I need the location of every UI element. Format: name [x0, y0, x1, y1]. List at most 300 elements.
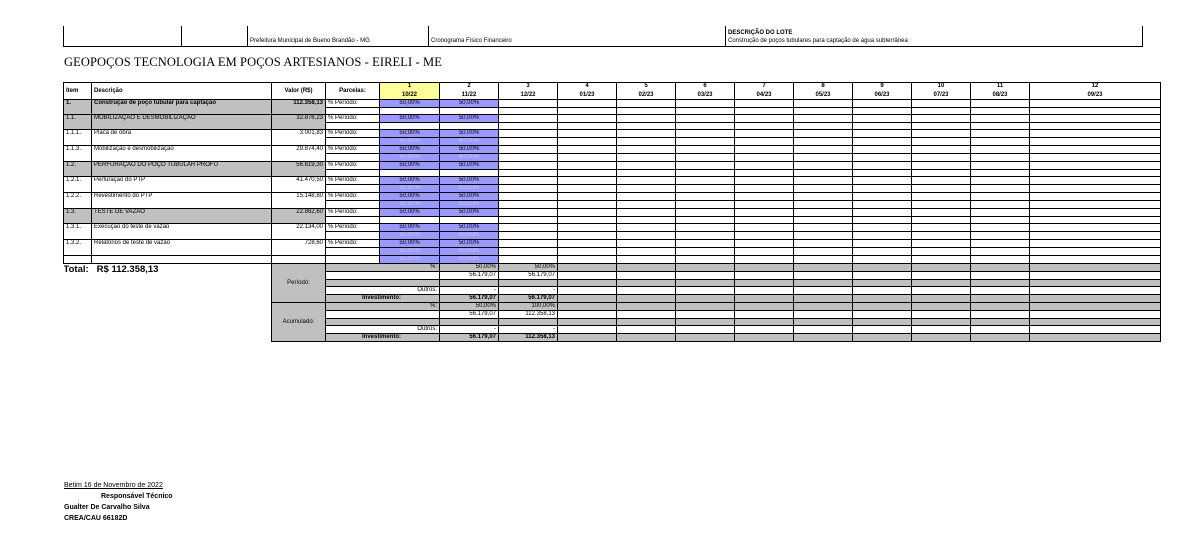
empty-cell — [617, 123, 676, 130]
empty-cell — [912, 162, 971, 170]
empty-cell — [735, 138, 794, 146]
row-pct-acc-1 — [380, 108, 440, 115]
empty-cell — [853, 146, 912, 154]
row-description: Mobilização e desmobilização — [92, 146, 272, 154]
empty-cell — [912, 115, 971, 123]
total-outros-1: - — [440, 287, 499, 295]
total-value-2: 56.179,07 — [499, 272, 558, 280]
period-number: 3 — [526, 83, 530, 89]
empty-cell — [499, 240, 558, 248]
empty-cell — [971, 123, 1030, 130]
empty-cell — [853, 326, 912, 334]
empty-cell — [735, 295, 794, 303]
empty-cell — [912, 303, 971, 311]
empty-cell — [676, 138, 735, 146]
row-pct-acc-2 — [440, 108, 499, 115]
period-month: 09/23 — [1087, 92, 1103, 98]
empty-cell — [558, 280, 617, 287]
empty-cell — [558, 170, 617, 177]
empty-cell — [853, 240, 912, 248]
empty-cell — [794, 272, 853, 280]
row-item-cont — [64, 170, 92, 177]
total-invest-2: 112.358,13 — [499, 334, 558, 342]
empty-cell — [971, 130, 1030, 138]
total-value-2: 112.358,13 — [499, 311, 558, 319]
row-description-cont — [92, 201, 272, 209]
empty-cell — [617, 248, 676, 256]
total-pct-1: 50,00% — [440, 264, 499, 272]
row-description: Perfuração do PTP — [92, 177, 272, 185]
total-blank-label — [326, 319, 440, 326]
empty-cell — [735, 177, 794, 185]
empty-cell — [326, 138, 380, 146]
row-description: MOBILIZAÇÃO E DESMOBILIZAÇÃO — [92, 115, 272, 123]
empty-cell — [499, 185, 558, 193]
empty-cell — [1030, 272, 1161, 280]
empty-cell — [1030, 123, 1161, 130]
empty-cell — [617, 326, 676, 334]
signature-date: Betim 16 de Novembro de 2022 — [64, 482, 163, 489]
empty-cell — [617, 311, 676, 319]
empty-cell — [912, 185, 971, 193]
empty-cell — [558, 248, 617, 256]
empty-cell — [1030, 217, 1161, 224]
empty-cell — [971, 232, 1030, 240]
row-item: 1.1.3. — [64, 146, 92, 154]
total-pct-label: %: — [326, 303, 440, 311]
row-pct-2: 50,00% — [440, 130, 499, 138]
empty-cell — [1030, 311, 1161, 319]
empty-cell — [735, 248, 794, 256]
empty-cell — [1030, 280, 1161, 287]
empty-cell — [794, 217, 853, 224]
table-row-secondary — [64, 170, 1161, 177]
empty-cell — [558, 256, 617, 264]
empty-cell — [326, 185, 380, 193]
row-item-cont — [64, 123, 92, 130]
empty-cell — [853, 334, 912, 342]
row-value-cont — [272, 201, 326, 209]
empty-cell — [971, 272, 1030, 280]
row-pct-2: 50,00% — [440, 162, 499, 170]
row-item-cont — [64, 232, 92, 240]
empty-cell — [971, 146, 1030, 154]
empty-cell — [853, 232, 912, 240]
empty-cell — [735, 123, 794, 130]
empty-cell — [1030, 146, 1161, 154]
empty-cell — [1030, 334, 1161, 342]
row-value: 112.358,13 — [272, 100, 326, 108]
empty-cell — [617, 185, 676, 193]
empty-cell — [794, 303, 853, 311]
col-period — [853, 83, 912, 100]
empty-cell — [1030, 326, 1161, 334]
header-divider — [181, 26, 183, 46]
empty-cell — [326, 217, 380, 224]
row-item-cont — [64, 185, 92, 193]
empty-cell — [971, 201, 1030, 209]
empty-cell — [853, 311, 912, 319]
signature-role: Responsável Técnico — [101, 493, 173, 500]
spacer — [92, 256, 272, 264]
row-value: 15.148,80 — [272, 193, 326, 201]
empty-cell — [558, 303, 617, 311]
row-pct-2: 50,00% — [440, 209, 499, 217]
total-outros-2: - — [499, 326, 558, 334]
empty-cell — [912, 224, 971, 232]
header-lote-desc: Construção de poços tubulares para captação de água subterrânea — [728, 38, 908, 44]
empty-cell — [794, 138, 853, 146]
empty-cell — [971, 138, 1030, 146]
header-lote-title: DESCRIÇÃO DO LOTE — [728, 30, 793, 36]
period-number: 11 — [996, 83, 1004, 89]
empty-cell — [676, 123, 735, 130]
row-pct-1: 50,00% — [380, 100, 440, 108]
total-outros-label: Outros: — [326, 287, 440, 295]
empty-cell — [912, 209, 971, 217]
table-row — [64, 224, 1161, 232]
table-row — [64, 193, 1161, 201]
empty-cell — [676, 248, 735, 256]
row-pct-1: 50,00% — [380, 240, 440, 248]
total-blank-label — [326, 280, 440, 287]
row-pct-2: 50,00% — [440, 193, 499, 201]
row-pct-2: 50,00% — [440, 177, 499, 185]
empty-cell — [617, 224, 676, 232]
total-invest-label: Investimento: — [326, 334, 440, 342]
spacer — [272, 256, 326, 264]
empty-cell — [735, 232, 794, 240]
row-value: 22.134,00 — [272, 224, 326, 232]
empty-cell — [558, 177, 617, 185]
period-number: 10 — [937, 83, 945, 89]
row-value-cont — [272, 138, 326, 146]
empty-cell — [912, 280, 971, 287]
row-period-label: % Período: — [326, 193, 380, 201]
empty-cell — [794, 256, 853, 264]
row-item: 1.2.2. — [64, 193, 92, 201]
empty-cell — [617, 115, 676, 123]
empty-cell — [1030, 264, 1161, 272]
total-invest-1: 56.179,07 — [440, 334, 499, 342]
row-pct-acc-1: 50,00% — [380, 138, 440, 146]
empty-cell — [971, 185, 1030, 193]
empty-cell — [617, 209, 676, 217]
empty-cell — [794, 287, 853, 295]
empty-cell — [912, 130, 971, 138]
row-item: 1.1. — [64, 115, 92, 123]
empty-cell — [971, 326, 1030, 334]
signature-block — [64, 480, 173, 524]
table-row-secondary — [64, 217, 1161, 224]
empty-cell — [735, 170, 794, 177]
row-value-cont — [272, 217, 326, 224]
empty-cell — [676, 115, 735, 123]
table-row — [64, 130, 1161, 138]
row-description-cont — [92, 123, 272, 130]
empty-cell — [912, 217, 971, 224]
row-description-cont — [92, 138, 272, 146]
col-period — [912, 83, 971, 100]
row-item-cont — [64, 108, 92, 115]
empty-cell — [499, 115, 558, 123]
empty-cell — [794, 100, 853, 108]
empty-cell — [1030, 193, 1161, 201]
total-periodo-label: Período: — [272, 264, 326, 303]
empty-cell — [971, 319, 1030, 326]
empty-cell — [499, 256, 558, 264]
period-month: 03/23 — [697, 92, 713, 98]
row-period-label: % Período: — [326, 224, 380, 232]
empty-cell — [735, 264, 794, 272]
row-pct-acc-1: 50,00% — [380, 248, 440, 256]
table-row-secondary — [64, 232, 1161, 240]
header-lote-cell — [725, 26, 1141, 46]
empty-cell — [912, 170, 971, 177]
total-outros-2: - — [499, 287, 558, 295]
period-month: 12/22 — [520, 92, 536, 98]
empty-cell — [912, 326, 971, 334]
period-month: 05/23 — [815, 92, 831, 98]
empty-cell — [735, 146, 794, 154]
empty-cell — [676, 185, 735, 193]
period-month: 08/23 — [992, 92, 1008, 98]
empty-cell — [794, 232, 853, 240]
empty-cell — [794, 130, 853, 138]
empty-cell — [499, 170, 558, 177]
total-outros-label: Outros: — [326, 326, 440, 334]
col-period — [617, 83, 676, 100]
empty-cell — [558, 108, 617, 115]
empty-cell — [617, 162, 676, 170]
empty-cell — [617, 130, 676, 138]
empty-cell — [794, 319, 853, 326]
table-row — [64, 100, 1161, 108]
empty-cell — [735, 193, 794, 201]
empty-cell — [1030, 201, 1161, 209]
row-description-cont — [92, 217, 272, 224]
empty-cell — [971, 240, 1030, 248]
empty-cell — [499, 209, 558, 217]
empty-cell — [1030, 154, 1161, 162]
empty-cell — [676, 334, 735, 342]
row-pct-1: 50,00% — [380, 162, 440, 170]
empty-cell — [794, 185, 853, 193]
period-number: 1 — [407, 83, 412, 89]
col-item: Item — [64, 83, 92, 100]
col-parcelas: Parcelas: — [326, 83, 380, 100]
empty-cell — [617, 319, 676, 326]
empty-cell — [853, 185, 912, 193]
row-value-cont — [272, 232, 326, 240]
col-valor: Valor (R$) — [272, 83, 326, 100]
row-description: Execução do teste de vazão — [92, 224, 272, 232]
row-pct-acc-1: 50,00% — [380, 185, 440, 193]
empty-cell — [735, 319, 794, 326]
empty-cell — [499, 130, 558, 138]
empty-cell — [735, 100, 794, 108]
empty-cell — [499, 224, 558, 232]
empty-cell — [794, 295, 853, 303]
empty-cell — [676, 201, 735, 209]
empty-cell — [912, 177, 971, 185]
empty-cell — [853, 162, 912, 170]
table-header-row — [64, 83, 1161, 100]
empty-cell — [912, 319, 971, 326]
row-item: 1. — [64, 100, 92, 108]
total-row — [64, 264, 1161, 272]
row-value: 728,60 — [272, 240, 326, 248]
empty-cell — [853, 319, 912, 326]
table-row — [64, 177, 1161, 185]
empty-cell — [676, 287, 735, 295]
empty-cell — [735, 115, 794, 123]
period-month: 01/23 — [579, 92, 595, 98]
empty-cell — [853, 138, 912, 146]
empty-cell — [912, 295, 971, 303]
row-pct-1: 50,00% — [380, 146, 440, 154]
empty-cell — [499, 217, 558, 224]
empty-cell — [971, 287, 1030, 295]
empty-cell — [676, 170, 735, 177]
row-pct-acc-1: 50,00% — [380, 232, 440, 240]
empty-cell — [853, 280, 912, 287]
col-period — [499, 83, 558, 100]
empty-cell — [794, 123, 853, 130]
empty-cell — [1030, 100, 1161, 108]
empty-cell — [617, 201, 676, 209]
empty-cell — [617, 287, 676, 295]
row-value: 3.001,83 — [272, 130, 326, 138]
empty-cell — [735, 130, 794, 138]
empty-cell — [1030, 115, 1161, 123]
empty-cell — [676, 232, 735, 240]
row-description-cont — [92, 108, 272, 115]
empty-cell — [326, 248, 380, 256]
empty-cell — [794, 224, 853, 232]
empty-cell — [735, 311, 794, 319]
row-pct-acc-1 — [380, 123, 440, 130]
empty-cell — [794, 334, 853, 342]
empty-cell — [558, 130, 617, 138]
empty-cell — [499, 123, 558, 130]
row-value-cont — [272, 154, 326, 162]
period-month: 11/22 — [461, 92, 477, 98]
empty-cell — [676, 224, 735, 232]
empty-cell — [1030, 224, 1161, 232]
empty-cell — [617, 295, 676, 303]
empty-cell — [617, 108, 676, 115]
total-value-label — [326, 311, 440, 319]
row-pct-1: 50,00% — [380, 224, 440, 232]
period-number: 7 — [762, 83, 766, 89]
empty-cell — [794, 154, 853, 162]
empty-cell — [794, 108, 853, 115]
empty-cell — [676, 177, 735, 185]
empty-cell — [558, 162, 617, 170]
document-header — [63, 26, 1143, 47]
row-item: 1.1.1. — [64, 130, 92, 138]
empty-cell — [794, 280, 853, 287]
row-description: Construção de poço tubular para captação — [92, 100, 272, 108]
row-pct-1: 50,00% — [380, 115, 440, 123]
row-value-cont — [272, 108, 326, 115]
empty-cell — [558, 209, 617, 217]
empty-cell — [912, 146, 971, 154]
empty-cell — [617, 240, 676, 248]
empty-cell — [676, 108, 735, 115]
row-description: Placa de obra — [92, 130, 272, 138]
row-item-cont — [64, 217, 92, 224]
empty-cell — [676, 319, 735, 326]
empty-cell — [853, 123, 912, 130]
empty-cell — [853, 248, 912, 256]
empty-cell — [794, 326, 853, 334]
row-value-cont — [272, 170, 326, 177]
period-number: 9 — [880, 83, 884, 89]
empty-cell — [558, 295, 617, 303]
period-number: 4 — [585, 83, 589, 89]
empty-cell — [853, 130, 912, 138]
empty-cell — [1030, 138, 1161, 146]
empty-cell — [794, 201, 853, 209]
total-blank-1 — [440, 280, 499, 287]
table-row — [64, 240, 1161, 248]
empty-cell — [676, 303, 735, 311]
signature-name: Gualter De Carvalho Silva — [64, 504, 150, 511]
empty-cell — [1030, 177, 1161, 185]
table-row-secondary — [64, 201, 1161, 209]
empty-cell — [617, 280, 676, 287]
company-name: GEOPOÇOS TECNOLOGIA EM POÇOS ARTESIANOS - EIRELI - ME — [64, 55, 442, 69]
empty-cell — [499, 138, 558, 146]
header-prefeitura-cell — [247, 26, 428, 46]
total-pct-2: 50,00% — [499, 264, 558, 272]
empty-cell — [499, 162, 558, 170]
empty-cell — [971, 311, 1030, 319]
empty-cell — [617, 177, 676, 185]
empty-cell — [912, 287, 971, 295]
total-pct-label: %: — [326, 264, 440, 272]
empty-cell — [735, 224, 794, 232]
empty-cell — [971, 217, 1030, 224]
empty-cell — [499, 100, 558, 108]
empty-cell — [558, 264, 617, 272]
header-cronograma: Cronograma Físico Financeiro — [431, 38, 512, 44]
empty-cell — [1030, 170, 1161, 177]
empty-cell — [912, 201, 971, 209]
empty-cell — [558, 115, 617, 123]
row-period-label: % Período: — [326, 115, 380, 123]
spacer — [64, 256, 92, 264]
total-pct-2: 100,00% — [499, 303, 558, 311]
empty-cell — [912, 123, 971, 130]
empty-cell — [676, 295, 735, 303]
empty-cell — [499, 177, 558, 185]
table-row — [64, 162, 1161, 170]
period-month: 06/23 — [874, 92, 890, 98]
empty-cell — [735, 272, 794, 280]
empty-cell — [794, 311, 853, 319]
empty-cell — [558, 311, 617, 319]
empty-cell — [326, 108, 380, 115]
empty-cell — [676, 154, 735, 162]
row-description-cont — [92, 185, 272, 193]
empty-cell — [558, 185, 617, 193]
empty-cell — [617, 146, 676, 154]
table-row-secondary — [64, 108, 1161, 115]
empty-cell — [676, 326, 735, 334]
